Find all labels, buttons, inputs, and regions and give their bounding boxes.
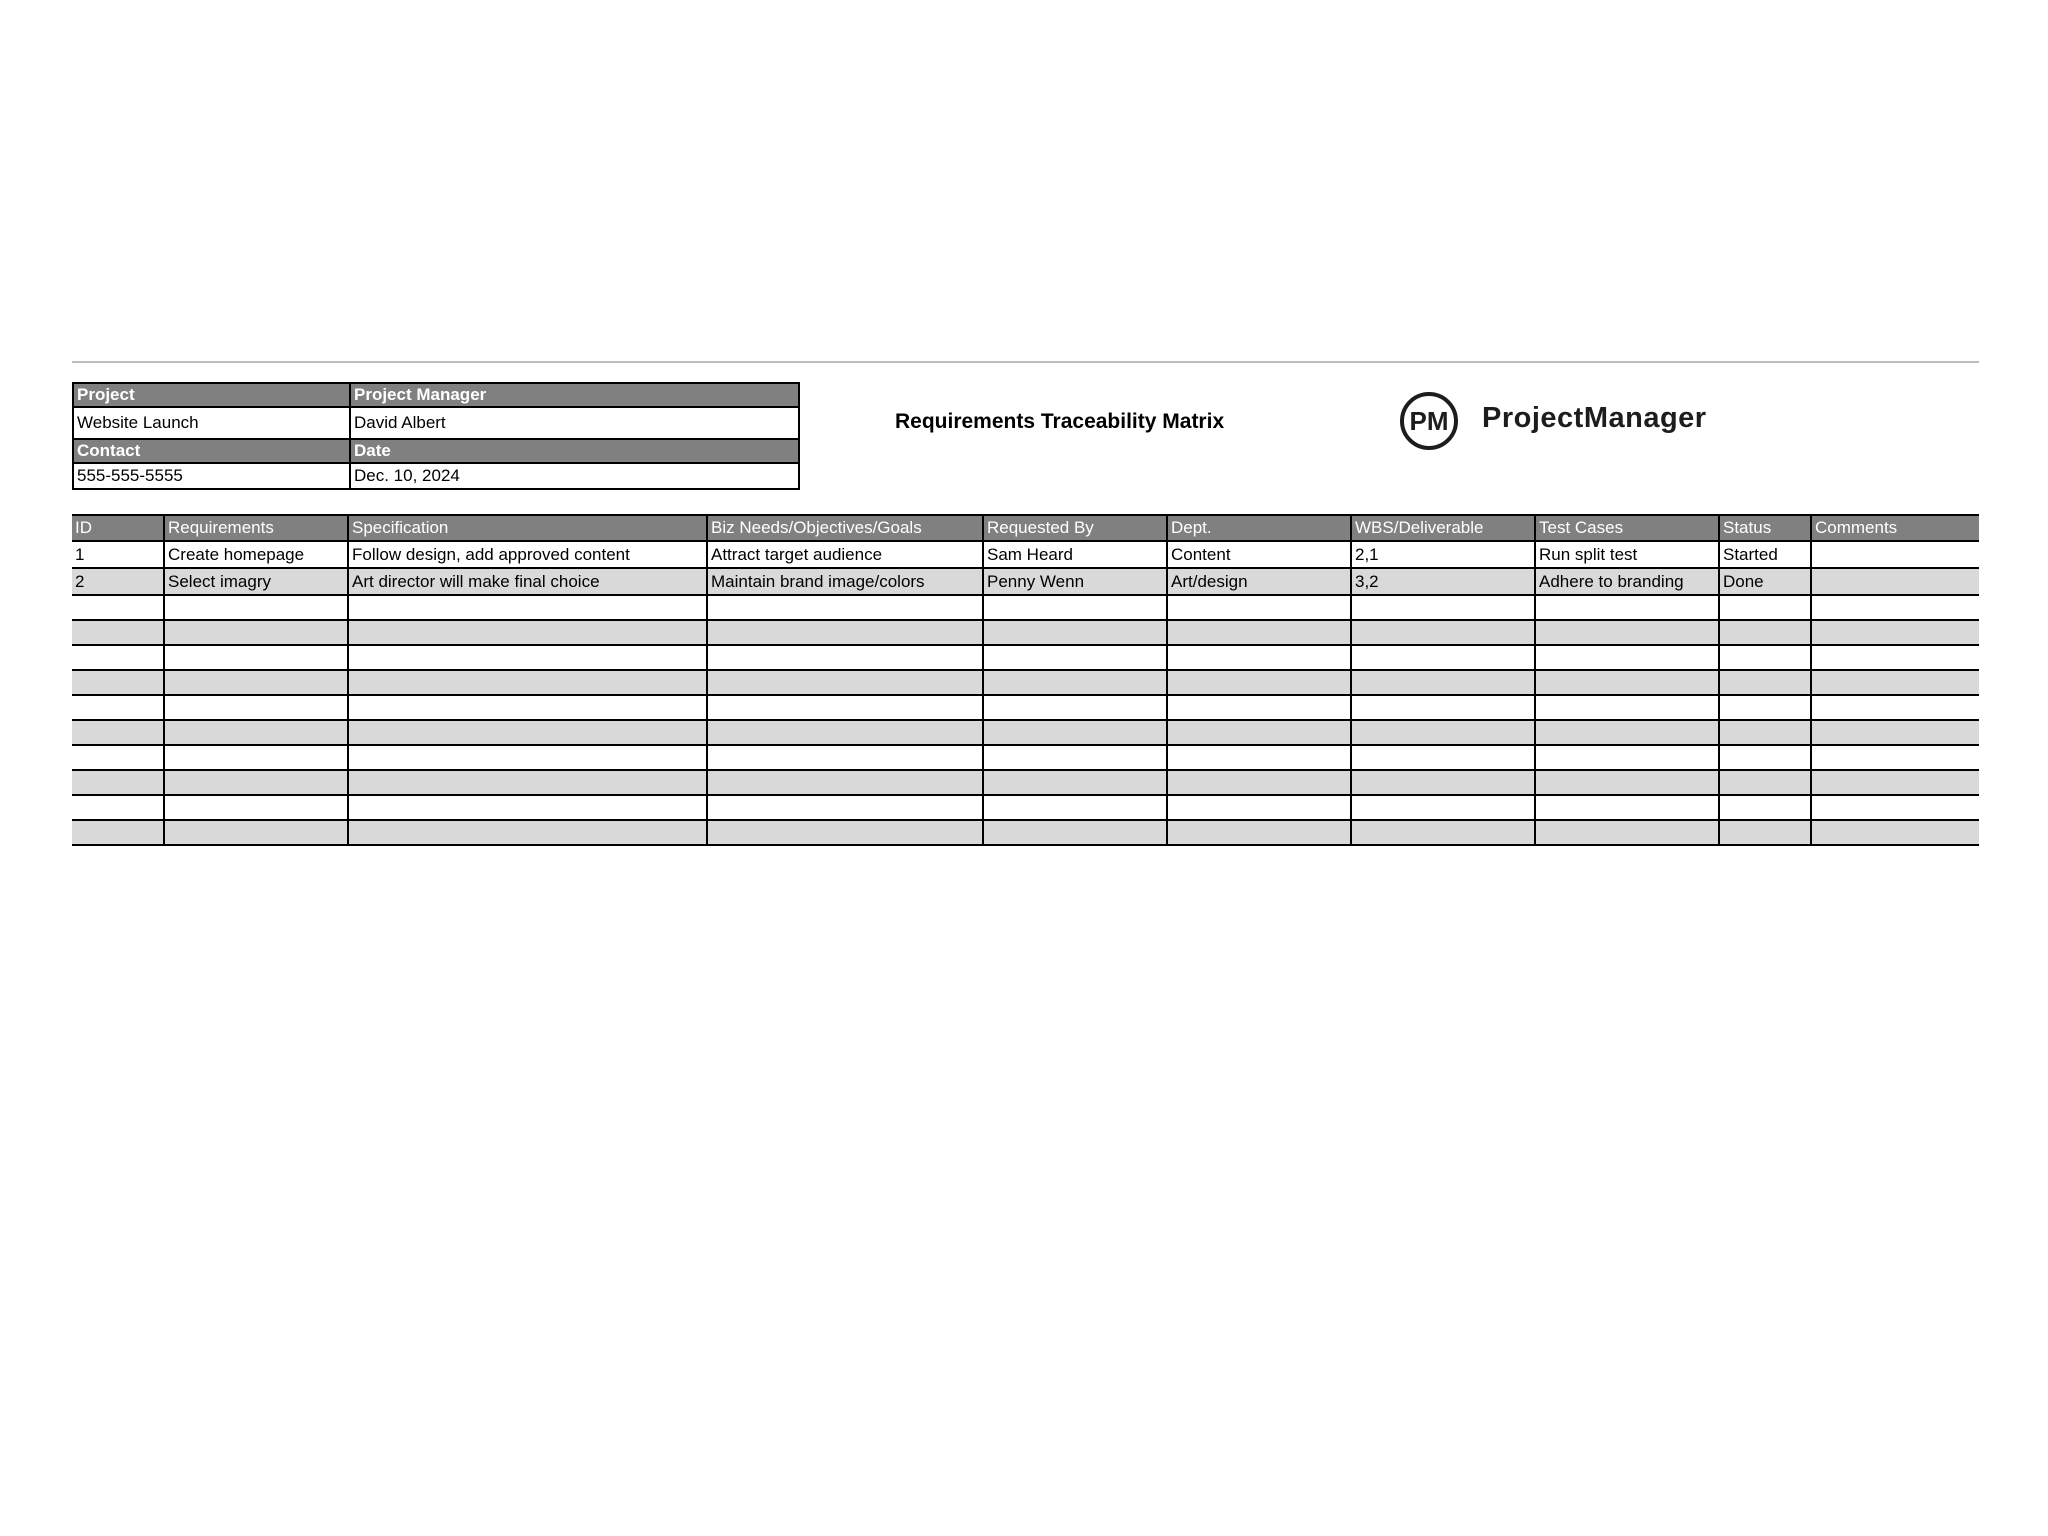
project-info-table [72,382,800,490]
cell-wbs-deliverable[interactable] [1351,645,1535,670]
cell-comments[interactable] [1811,620,1979,645]
cell-id[interactable] [72,745,164,770]
cell-dept[interactable]: Content [1167,541,1351,568]
cell-wbs-deliverable[interactable] [1351,695,1535,720]
cell-requested-by[interactable] [983,695,1167,720]
cell-status[interactable] [1719,620,1811,645]
cell-dept[interactable] [1167,595,1351,620]
cell-requirements[interactable] [164,820,348,845]
projectmanager-logo [1400,392,1740,452]
cell-biz-needs[interactable] [707,595,983,620]
top-divider [72,361,1979,363]
cell-id[interactable] [72,770,164,795]
cell-biz-needs[interactable] [707,645,983,670]
logo-wordmark: ProjectManager [1482,402,1707,434]
cell-comments[interactable] [1811,568,1979,595]
cell-id[interactable] [72,795,164,820]
cell-test-cases[interactable] [1535,645,1719,670]
cell-requested-by[interactable]: Penny Wenn [983,568,1167,595]
document-title: Requirements Traceability Matrix [895,410,1225,433]
cell-comments[interactable] [1811,720,1979,745]
cell-comments[interactable] [1811,820,1979,845]
cell-biz-needs[interactable] [707,670,983,695]
project-value-cell[interactable]: Website Launch [73,407,350,439]
cell-specification[interactable]: Follow design, add approved content [348,541,707,568]
table-row [72,670,1979,695]
cell-wbs-deliverable[interactable] [1351,670,1535,695]
cell-biz-needs[interactable] [707,620,983,645]
cell-requested-by[interactable] [983,820,1167,845]
cell-requirements[interactable] [164,695,348,720]
column-header-dept[interactable]: Dept. [1167,515,1351,541]
cell-status[interactable] [1719,695,1811,720]
cell-status[interactable]: Done [1719,568,1811,595]
cell-requested-by[interactable]: Sam Heard [983,541,1167,568]
cell-biz-needs[interactable]: Attract target audience [707,541,983,568]
cell-test-cases[interactable]: Run split test [1535,541,1719,568]
cell-test-cases[interactable] [1535,620,1719,645]
cell-id[interactable] [72,720,164,745]
column-header-id[interactable]: ID [72,515,164,541]
cell-test-cases[interactable] [1535,770,1719,795]
cell-id[interactable] [72,595,164,620]
cell-requirements[interactable] [164,620,348,645]
contact-label: Contact [73,439,350,463]
cell-specification[interactable] [348,595,707,620]
cell-wbs-deliverable[interactable] [1351,620,1535,645]
cell-requirements[interactable] [164,645,348,670]
cell-comments[interactable] [1811,795,1979,820]
cell-comments[interactable] [1811,695,1979,720]
table-row [72,568,1979,595]
cell-biz-needs[interactable] [707,770,983,795]
cell-requirements[interactable] [164,795,348,820]
cell-comments[interactable] [1811,541,1979,568]
cell-id[interactable]: 1 [72,541,164,568]
cell-specification[interactable] [348,670,707,695]
cell-id[interactable]: 2 [72,568,164,595]
cell-test-cases[interactable] [1535,595,1719,620]
table-row [72,595,1979,620]
table-row [72,541,1979,568]
date-label: Date [350,439,799,463]
cell-requested-by[interactable] [983,595,1167,620]
cell-id[interactable] [72,620,164,645]
cell-requirements[interactable] [164,720,348,745]
cell-status[interactable] [1719,820,1811,845]
cell-status[interactable] [1719,720,1811,745]
cell-wbs-deliverable[interactable] [1351,795,1535,820]
cell-status[interactable] [1719,745,1811,770]
cell-dept[interactable] [1167,820,1351,845]
cell-status[interactable] [1719,645,1811,670]
table-row [72,770,1979,795]
cell-test-cases[interactable] [1535,795,1719,820]
cell-wbs-deliverable[interactable] [1351,745,1535,770]
cell-dept[interactable] [1167,620,1351,645]
cell-comments[interactable] [1811,745,1979,770]
cell-specification[interactable] [348,620,707,645]
cell-id[interactable] [72,670,164,695]
cell-comments[interactable] [1811,770,1979,795]
cell-dept[interactable] [1167,670,1351,695]
cell-status[interactable] [1719,795,1811,820]
cell-biz-needs[interactable] [707,720,983,745]
cell-requirements[interactable] [164,595,348,620]
cell-requested-by[interactable] [983,720,1167,745]
cell-specification[interactable]: Art director will make final choice [348,568,707,595]
table-row [72,695,1979,720]
column-header-wbs-deliverable[interactable]: WBS/Deliverable [1351,515,1535,541]
table-row [72,620,1979,645]
cell-specification[interactable] [348,795,707,820]
cell-dept[interactable] [1167,720,1351,745]
cell-specification[interactable] [348,745,707,770]
column-header-status[interactable]: Status [1719,515,1811,541]
traceability-matrix-table [72,514,1979,846]
cell-biz-needs[interactable] [707,745,983,770]
table-row [72,820,1979,845]
cell-id[interactable] [72,695,164,720]
cell-id[interactable] [72,820,164,845]
cell-requirements[interactable]: Select imagry [164,568,348,595]
cell-test-cases[interactable] [1535,745,1719,770]
cell-requirements[interactable] [164,670,348,695]
column-header-test-cases[interactable]: Test Cases [1535,515,1719,541]
cell-requested-by[interactable] [983,645,1167,670]
cell-specification[interactable] [348,645,707,670]
cell-requirements[interactable] [164,745,348,770]
cell-biz-needs[interactable] [707,795,983,820]
column-header-requirements[interactable]: Requirements [164,515,348,541]
cell-requested-by[interactable] [983,770,1167,795]
cell-wbs-deliverable[interactable] [1351,595,1535,620]
cell-dept[interactable] [1167,770,1351,795]
column-header-specification[interactable]: Specification [348,515,707,541]
cell-requirements[interactable] [164,770,348,795]
cell-biz-needs[interactable]: Maintain brand image/colors [707,568,983,595]
pm-logo-icon: PM [1400,392,1458,450]
column-header-biz-needs[interactable]: Biz Needs/Objectives/Goals [707,515,983,541]
cell-requested-by[interactable] [983,795,1167,820]
contact-value-cell[interactable]: 555-555-5555 [73,463,350,489]
project-manager-value-cell[interactable]: David Albert [350,407,799,439]
cell-biz-needs[interactable] [707,820,983,845]
table-row [72,745,1979,770]
project-label: Project [73,383,350,407]
cell-test-cases[interactable] [1535,720,1719,745]
cell-status[interactable]: Started [1719,541,1811,568]
cell-test-cases[interactable] [1535,695,1719,720]
cell-status[interactable] [1719,670,1811,695]
cell-specification[interactable] [348,720,707,745]
cell-requested-by[interactable] [983,620,1167,645]
table-row [72,795,1979,820]
cell-comments[interactable] [1811,645,1979,670]
cell-dept[interactable] [1167,695,1351,720]
cell-wbs-deliverable[interactable] [1351,720,1535,745]
project-manager-label: Project Manager [350,383,799,407]
cell-test-cases[interactable] [1535,670,1719,695]
cell-test-cases[interactable]: Adhere to branding [1535,568,1719,595]
cell-wbs-deliverable[interactable] [1351,820,1535,845]
cell-wbs-deliverable[interactable]: 2,1 [1351,541,1535,568]
cell-requested-by[interactable] [983,745,1167,770]
column-header-requested-by[interactable]: Requested By [983,515,1167,541]
cell-status[interactable] [1719,770,1811,795]
date-value-cell[interactable]: Dec. 10, 2024 [350,463,799,489]
cell-dept[interactable]: Art/design [1167,568,1351,595]
cell-specification[interactable] [348,695,707,720]
cell-test-cases[interactable] [1535,820,1719,845]
cell-specification[interactable] [348,820,707,845]
table-row [72,720,1979,745]
cell-biz-needs[interactable] [707,695,983,720]
cell-wbs-deliverable[interactable]: 3,2 [1351,568,1535,595]
cell-dept[interactable] [1167,795,1351,820]
cell-comments[interactable] [1811,670,1979,695]
cell-dept[interactable] [1167,745,1351,770]
cell-specification[interactable] [348,770,707,795]
cell-id[interactable] [72,645,164,670]
cell-status[interactable] [1719,595,1811,620]
table-row [72,645,1979,670]
cell-requirements[interactable]: Create homepage [164,541,348,568]
cell-wbs-deliverable[interactable] [1351,770,1535,795]
matrix-header-row [72,515,1979,541]
column-header-comments[interactable]: Comments [1811,515,1979,541]
cell-requested-by[interactable] [983,670,1167,695]
cell-comments[interactable] [1811,595,1979,620]
cell-dept[interactable] [1167,645,1351,670]
